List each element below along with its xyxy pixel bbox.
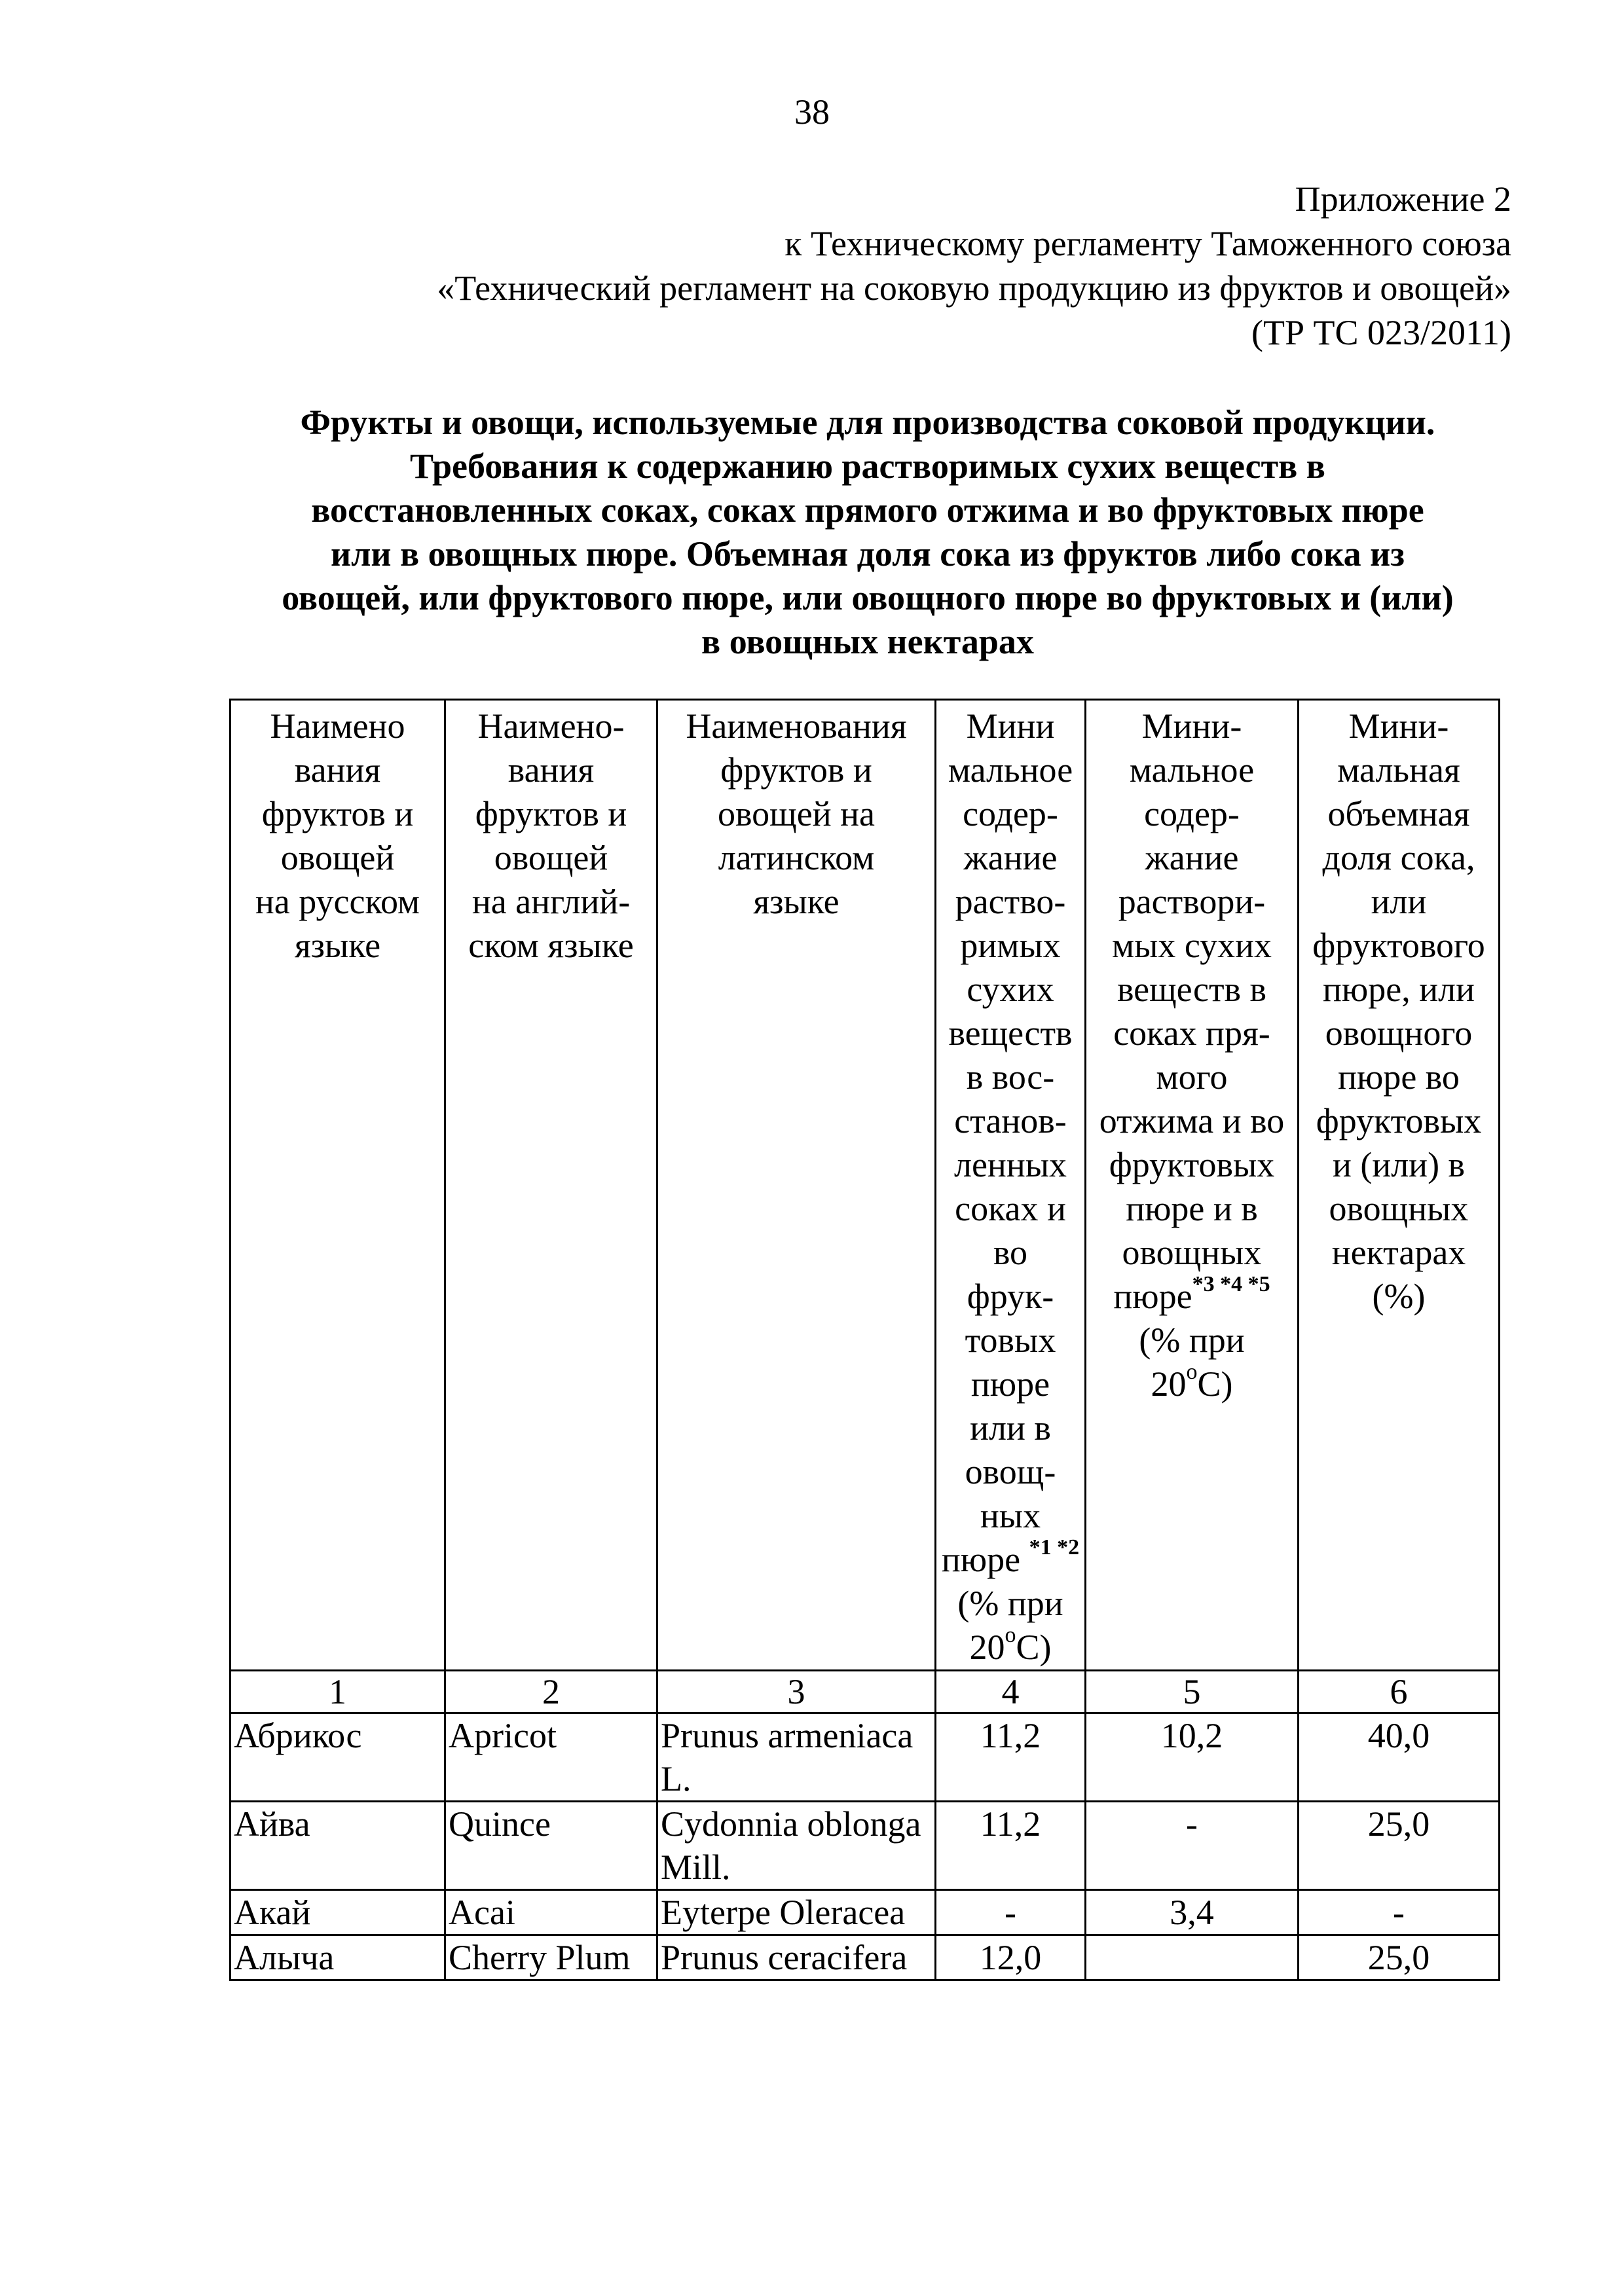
cell-name-russian: Айва bbox=[231, 1802, 445, 1890]
document-heading bbox=[216, 401, 1519, 664]
cell-name-english: Acai bbox=[445, 1890, 657, 1935]
column-number: 4 bbox=[936, 1671, 1086, 1713]
cell-name-english: Quince bbox=[445, 1802, 657, 1890]
header-min-solids-direct: Мини- мальное содер- жание раствори- мых сухих веществ в соках пря- мого отжима и во фруктовых пюре и в овощных пюре$^{*3 *4 *5}$ (% при 20$^o$С) bbox=[1086, 700, 1299, 1671]
cell-min-direct bbox=[1086, 1935, 1299, 1980]
cell-min-nectar: 40,0 bbox=[1299, 1713, 1500, 1802]
heading-line: Фрукты и овощи, используемые для производства соковой продукции. bbox=[300, 403, 1435, 442]
cell-name-russian: Абрикос bbox=[231, 1713, 445, 1802]
cell-min-nectar: - bbox=[1299, 1890, 1500, 1935]
cell-name-russian: Акай bbox=[231, 1890, 445, 1935]
table-row bbox=[231, 1802, 1500, 1890]
cell-name-english: Apricot bbox=[445, 1713, 657, 1802]
cell-min-reconstituted: 12,0 bbox=[936, 1935, 1086, 1980]
appendix-regulation: к Техническому регламенту Таможенного союза bbox=[784, 224, 1511, 263]
cell-name-latin: Prunus armeniaca L. bbox=[657, 1713, 936, 1802]
cell-min-direct: 3,4 bbox=[1086, 1890, 1299, 1935]
table-row bbox=[231, 1713, 1500, 1802]
table-row bbox=[231, 1935, 1500, 1980]
cell-min-nectar: 25,0 bbox=[1299, 1935, 1500, 1980]
header-name-latin: Наименования фруктов и овощей на латинском языке bbox=[657, 700, 936, 1671]
heading-line: Требования к содержанию растворимых сухих веществ в bbox=[410, 446, 1325, 486]
header-min-solids-reconstituted: Мини мальное содер- жание раство- римых сухих веществ в вос- станов- ленных соках и во фрук- товых пюре или в овощ- ных пюре $^{*1 *2}$ (% при 20$^o$С) bbox=[936, 700, 1086, 1671]
cell-name-russian: Алыча bbox=[231, 1935, 445, 1980]
footnote-marker: *3 *4 *5 bbox=[1192, 1272, 1270, 1296]
heading-line: в овощных нектарах bbox=[701, 622, 1034, 661]
header-name-english: Наимено- вания фруктов и овощей на англий- ском языке bbox=[445, 700, 657, 1671]
column-number: 1 bbox=[231, 1671, 445, 1713]
table-row bbox=[231, 1890, 1500, 1935]
heading-line: или в овощных пюре. Объемная доля сока из фруктов либо сока из bbox=[331, 534, 1405, 574]
column-number: 2 bbox=[445, 1671, 657, 1713]
header-min-juice-share-nectar: Мини- мальная объемная доля сока, или фруктового пюре, или овощного пюре во фруктовых и (или) в овощных нектарах (%) bbox=[1299, 700, 1500, 1671]
table-header-row bbox=[231, 700, 1500, 1671]
cell-min-reconstituted: 11,2 bbox=[936, 1802, 1086, 1890]
cell-min-direct: 10,2 bbox=[1086, 1713, 1299, 1802]
page-number: 38 bbox=[794, 92, 830, 132]
cell-min-reconstituted: 11,2 bbox=[936, 1713, 1086, 1802]
column-number: 3 bbox=[657, 1671, 936, 1713]
cell-name-english: Cherry Plum bbox=[445, 1935, 657, 1980]
column-number: 5 bbox=[1086, 1671, 1299, 1713]
heading-line: восстановленных соках, соках прямого отжима и во фруктовых пюре bbox=[311, 490, 1424, 530]
appendix-regulation-code: (ТР ТС 023/2011) bbox=[1251, 313, 1511, 352]
requirements-table bbox=[229, 699, 1500, 1981]
footnote-marker: *1 *2 bbox=[1029, 1535, 1080, 1559]
appendix-title: Приложение 2 bbox=[1295, 179, 1511, 219]
heading-line: овощей, или фруктового пюре, или овощного пюре во фруктовых и (или) bbox=[282, 578, 1454, 617]
cell-min-reconstituted: - bbox=[936, 1890, 1086, 1935]
appendix-regulation-name: «Технический регламент на соковую продукцию из фруктов и овощей» bbox=[437, 268, 1511, 308]
cell-min-direct: - bbox=[1086, 1802, 1299, 1890]
column-number-row bbox=[231, 1671, 1500, 1713]
cell-min-nectar: 25,0 bbox=[1299, 1802, 1500, 1890]
cell-name-latin: Eyterpe Oleracea bbox=[657, 1890, 936, 1935]
cell-name-latin: Prunus ceracifera bbox=[657, 1935, 936, 1980]
cell-name-latin: Cydonnia oblonga Mill. bbox=[657, 1802, 936, 1890]
appendix-reference bbox=[202, 177, 1511, 355]
column-number: 6 bbox=[1299, 1671, 1500, 1713]
header-name-russian: Наимено вания фруктов и овощей на русском языке bbox=[231, 700, 445, 1671]
